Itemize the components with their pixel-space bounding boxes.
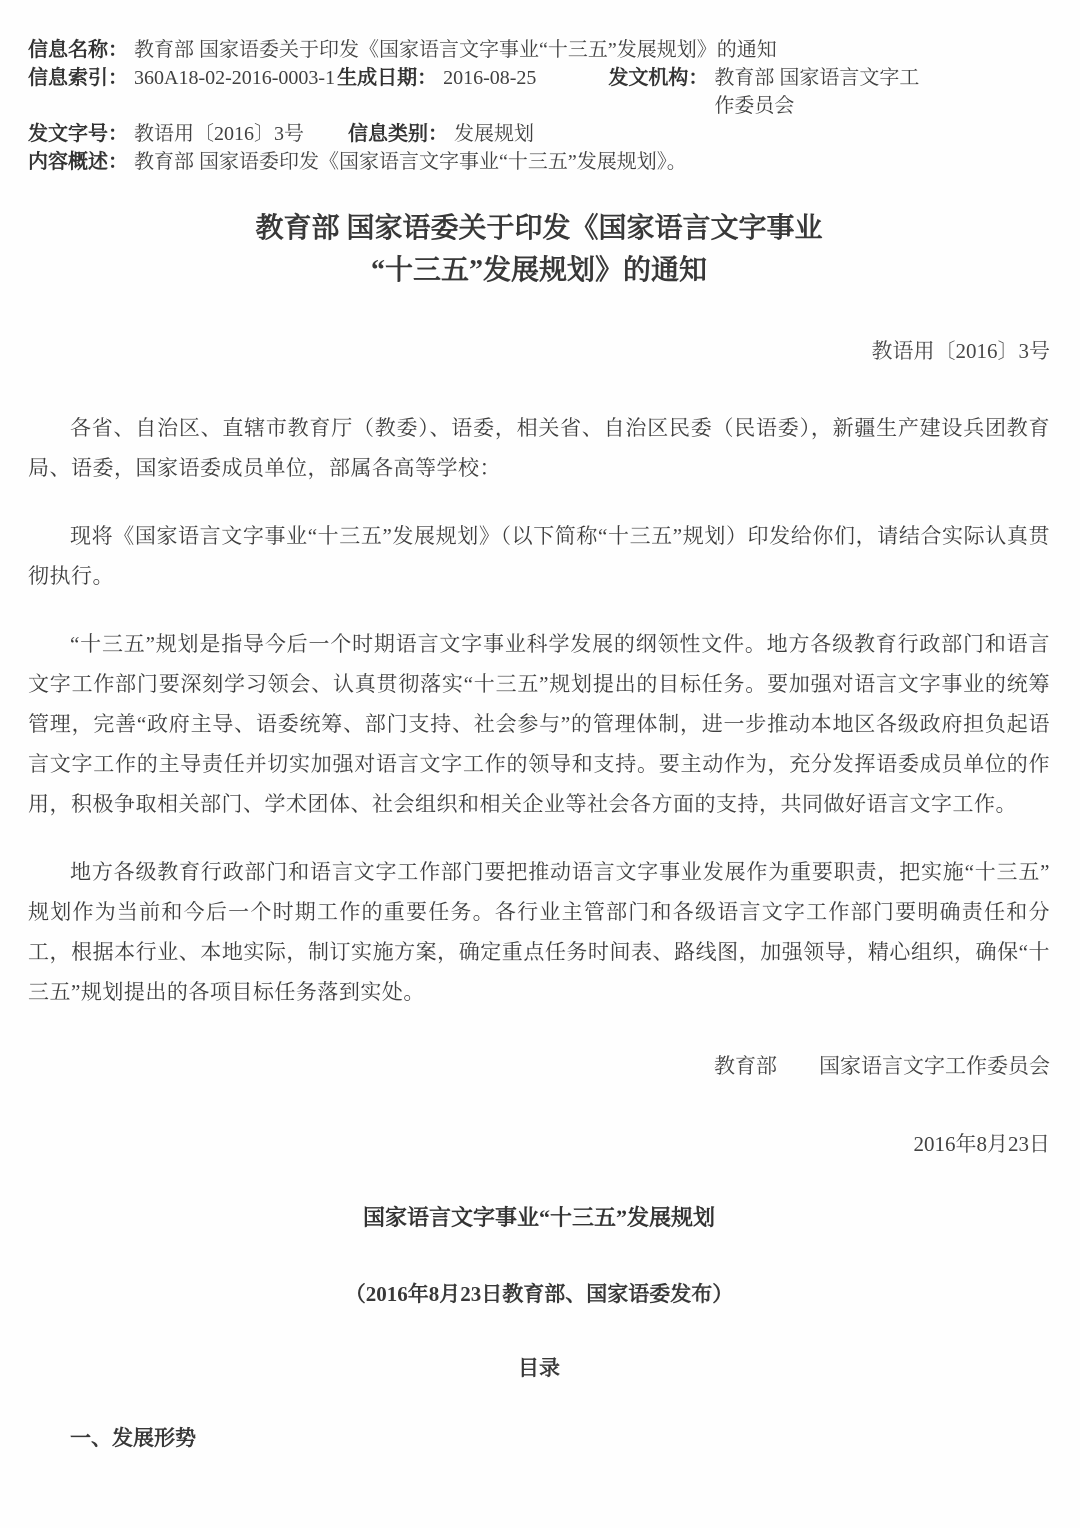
meta-category-value: 发展规划 (454, 123, 534, 145)
paragraph-salutation: 各省、自治区、直辖市教育厅（教委）、语委，相关省、自治区民委（民语委），新疆生产建设兵团教育局、语委，国家语委成员单位，部属各高等学校： (28, 416, 1050, 480)
meta-index-value: 360A18-02-2016-0003-1 (134, 67, 336, 89)
toc-item-development-situation: 一、发展形势 (70, 1426, 196, 1450)
notice-body (28, 408, 1050, 1012)
meta-row-index-date-agency (28, 64, 1050, 120)
meta-row-docno-category (28, 120, 1050, 148)
plan-subtitle: （2016年8月23日教育部、国家语委发布） (344, 1282, 734, 1306)
meta-category-label: 信息类别： (348, 123, 448, 145)
meta-row-name (28, 36, 1050, 64)
meta-summary-label: 内容概述： (28, 151, 128, 173)
meta-gen-date-label: 生成日期： (337, 67, 438, 89)
notice-title-line2: “十三五”发展规划》的通知 (370, 255, 707, 286)
meta-index-label: 信息索引： (28, 67, 128, 89)
paragraph-implementation: 地方各级教育行政部门和语言文字工作部门要把推动语言文字事业发展作为重要职责，把实施“十三五”规划作为当前和今后一个时期工作的重要任务。各行业主管部门和各级语言文字工作部门要明确责任和分工，根据本行业、本地实际，制订实施方案，确定重点任务时间表、路线图，加强领导，精心组织，确保“十三五”规划提出的各项目标任务落到实处。 (28, 860, 1050, 1004)
paragraph-issuance: 现将《国家语言文字事业“十三五”发展规划》（以下简称“十三五”规划）印发给你们，请结合实际认真贯彻执行。 (28, 524, 1050, 588)
meta-doc-no-value: 教语用〔2016〕3号 (134, 123, 304, 145)
meta-name-value: 教育部 国家语委关于印发《国家语言文字事业“十三五”发展规划》的通知 (134, 39, 777, 61)
meta-row-summary (28, 148, 1050, 176)
meta-doc-no-label: 发文字号： (28, 123, 128, 145)
document-number: 教语用〔2016〕3号 (871, 339, 1050, 363)
notice-title-line1: 教育部 国家语委关于印发《国家语言文字事业 (255, 213, 823, 244)
signature-issuers: 教育部 国家语言文字工作委员会 (714, 1054, 1050, 1078)
toc-heading: 目录 (518, 1356, 560, 1380)
signature-date: 2016年8月23日 (913, 1132, 1050, 1156)
meta-summary-value: 教育部 国家语委印发《国家语言文字事业“十三五”发展规划》。 (134, 151, 687, 173)
paragraph-guidance: “十三五”规划是指导今后一个时期语言文字事业科学发展的纲领性文件。地方各级教育行政部门和语言文字工作部门要深刻学习领会、认真贯彻落实“十三五”规划提出的目标任务。要加强对语言文字事业的统筹管理，完善“政府主导、语委统筹、部门支持、社会参与”的管理体制，进一步推动本地区各级政府担负起语言文字工作的主导责任并切实加强对语言文字工作的领导和支持。要主动作为，充分发挥语委成员单位的作用，积极争取相关部门、学术团体、社会组织和相关企业等社会各方面的支持，共同做好语言文字工作。 (28, 632, 1050, 816)
meta-name-label: 信息名称： (28, 39, 128, 61)
meta-gen-date-value: 2016-08-25 (443, 67, 537, 89)
meta-agency-value: 教育部 国家语言文字工作委员会 (714, 67, 920, 117)
metadata-block (28, 36, 1050, 176)
meta-agency-label: 发文机构： (608, 67, 709, 89)
notice-title (28, 208, 1050, 292)
plan-title: 国家语言文字事业“十三五”发展规划 (362, 1205, 715, 1230)
